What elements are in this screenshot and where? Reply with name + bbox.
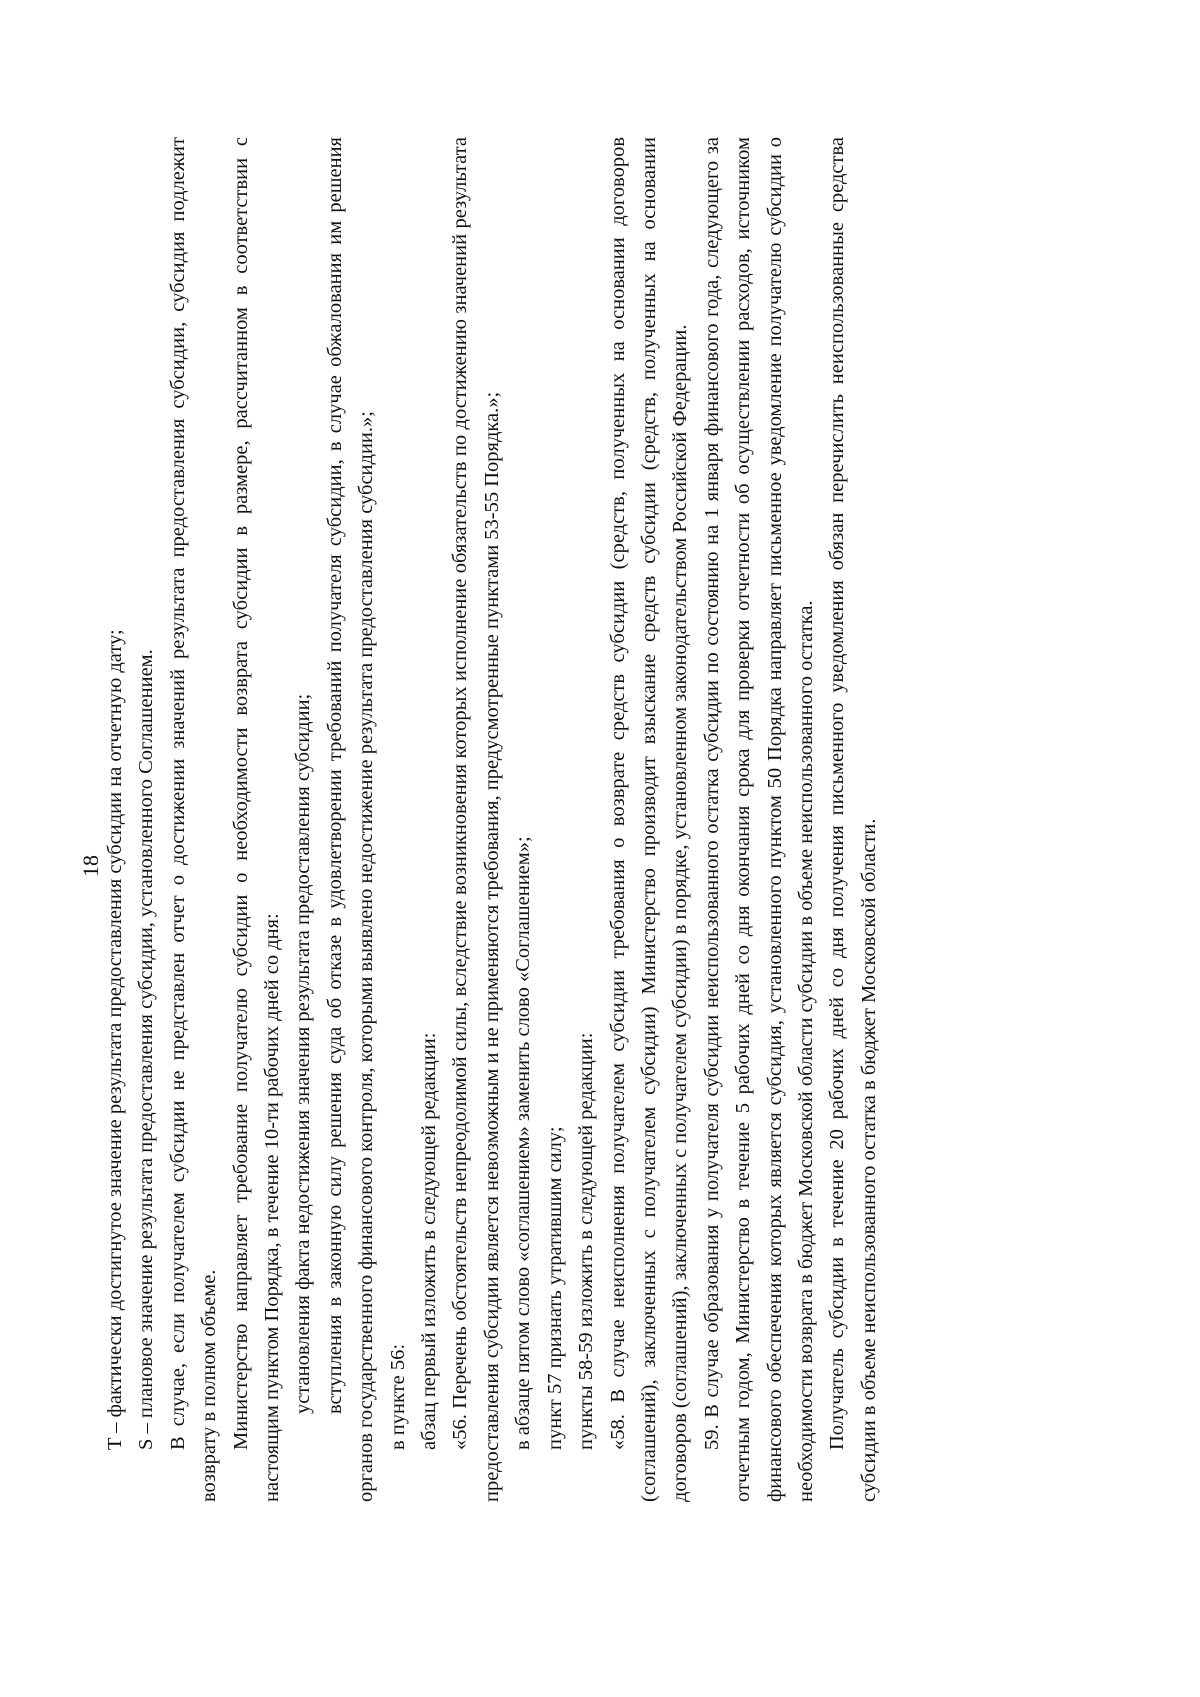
paragraph: «58. В случае неисполнения получателем субсидии требования о возврате средств субсидии (средств, полученных на основании договоров (соглашений), заключенных с получателем субсидии) Министерство производит взыскание средств субсидии (средств, полученных на основании договоров (соглашений), заключенных с получателем субсидии) в порядке, установленном законодательством Российской Федерации. — [606, 137, 692, 1502]
page-number: 18 — [78, 855, 103, 877]
paragraph: Получатель субсидии в течение 20 рабочих дней со дня получения письменного уведомления обязан перечислить неиспользованные средства субсидии в объеме неиспользованного остатка в бюджет Московской области. — [826, 137, 880, 1502]
paragraph: S – плановое значение результата предоставления субсидии, установленного Соглашением. — [135, 649, 158, 1450]
paragraph: пункт 57 признать утратившим силу; — [543, 1126, 566, 1450]
paragraph: Министерство направляет требование получателю субсидии о необходимости возврата субсидии в размере, рассчитанном в соответствии с настоящим пунктом Порядка, в течение 10-ти рабочих дней со дня: — [229, 137, 284, 1502]
paragraph: пункты 58-59 изложить в следующей редакции: — [575, 1032, 598, 1450]
paragraph: «56. Перечень обстоятельств непреодолимой силы, вследствие возникновения которых исполнение обязательств по достижению значений результата предоставления субсидии является невозможным и не применяются требования, предусмотренные пунктами 53-55 Порядка.»; — [449, 137, 503, 1502]
paragraph: T – фактически достигнутое значение результата предоставления субсидии на отчетную дату; — [104, 629, 126, 1450]
paragraph: в абзаце пятом слово «соглашением» заменить слово «Соглашением»; — [512, 836, 535, 1450]
paragraph: вступления в законную силу решения суда об отказе в удовлетворении требований получателя субсидии, в случае обжалования им решения органов государственного финансового контроля, которыми выявлено недостижение результата предоставления субсидии.»; — [323, 137, 378, 1502]
paragraph: установления факта недостижения значения результата предоставления субсидии; — [292, 693, 315, 1414]
document-body — [100, 137, 885, 1502]
paragraph: в пункте 56: — [386, 1343, 409, 1450]
paragraph: абзац первый изложить в следующей редакции: — [418, 1032, 441, 1450]
paragraph: В случае, если получателем субсидии не представлен отчет о достижении значений результата предоставления субсидии, субсидия подлежит возврату в полном объеме. — [166, 137, 221, 1502]
paragraph: 59. В случае образования у получателя субсидии неиспользованного остатка субсидии по состоянию на 1 января финансового года, следующего за отчетным годом, Министерство в течение 5 рабочих дней со дня окончания срока для проверки отчетности об осуществлении расходов, источником финансового обеспечения которых является субсидия, установленного пунктом 50 Порядка направляет письменное уведомление получателю субсидии о необходимости возврата в бюджет Московской области субсидии в объеме неиспользованного остатка. — [700, 137, 817, 1502]
